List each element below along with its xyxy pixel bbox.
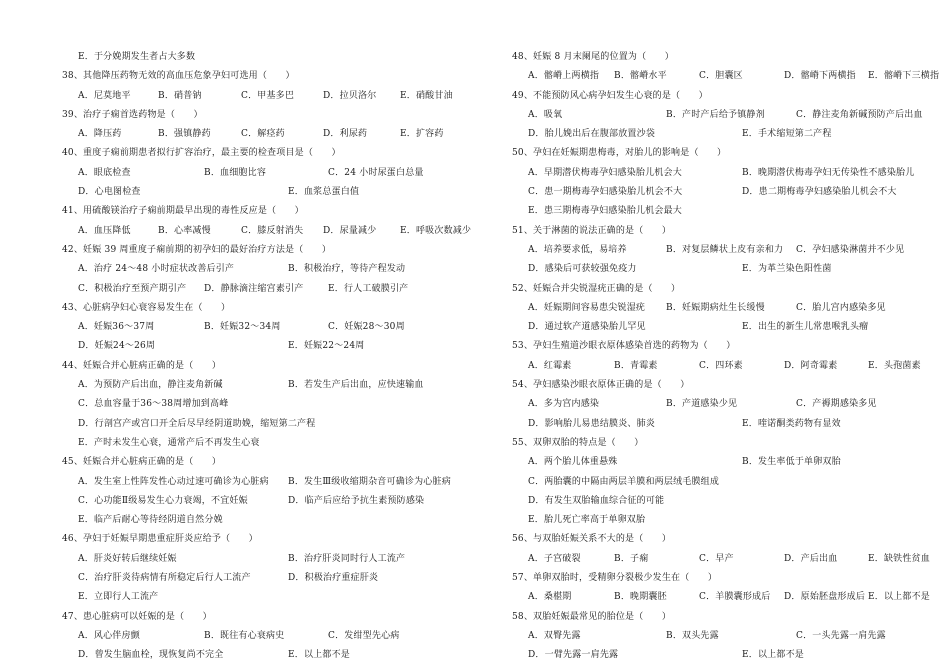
answer-options [62,260,477,279]
option-text: E．于分娩期发生者占大多数 [78,52,196,62]
answer-options [512,646,932,665]
answer-options [62,646,477,665]
left-column [62,48,477,666]
answer-options [62,588,477,607]
question-stem [62,357,477,376]
question-text: 43、心脏病孕妇心衰容易发生在（ ） [62,302,231,313]
question-text: 38、其他降压药物无效的高血压危象孕妇可选用（ ） [62,71,295,82]
answer-options [62,183,477,202]
option-text: B．血细胞比容 [204,167,267,178]
answer-options [62,627,477,646]
option-text: A．降压药 [78,129,122,140]
question-text: 44、妊娠合并心脏病正确的是（ ） [62,360,222,371]
answer-options [62,434,477,453]
option-text: A．多为宫内感染 [528,399,600,410]
question-stem [62,106,477,125]
question-text: 42、妊娠 39 周重度子痫前期的初孕妇的最好治疗方法是（ ） [62,244,332,255]
question-text: 47、患心脏病可以妊娠的是（ ） [62,611,212,622]
answer-options [512,318,932,337]
option-text: D．通过软产道感染胎儿罕见 [528,322,646,333]
option-text: B．心率减慢 [158,225,211,236]
option-text: B．子痫 [614,553,649,564]
answer-options [62,415,477,434]
answer-options [512,588,932,607]
answer-options [62,48,477,67]
option-text: C．解痉药 [241,129,285,140]
answer-options [62,550,477,569]
option-text: B．发生率低于单卵双胎 [742,457,841,468]
answer-options [512,106,932,125]
option-text: A．妊娠36～37周 [78,322,155,333]
question-stem [512,337,932,356]
option-text: A．桑椹期 [528,592,572,603]
answer-options [512,492,932,511]
option-text: A．血压降低 [78,225,131,236]
question-stem [512,376,932,395]
option-text: D．患二期梅毒孕妇感染胎儿机会不大 [742,187,897,198]
question-text: 49、不能预防风心病孕妇发生心衰的是（ ） [512,90,708,101]
option-text: C．治疗肝炎待病情有所稳定后行人工流产 [78,573,251,584]
question-text: 57、单卵双胎时，受精卵分裂极少发生在（ ） [512,573,718,584]
question-text: 56、与双胎妊娠关系不大的是（ ） [512,534,672,545]
option-text: C．积极治疗至预产期引产 [78,283,187,294]
option-text: D．一臂先露一肩先露 [528,650,619,661]
answer-options [62,318,477,337]
option-text: B．晚期囊胚 [614,592,667,603]
answer-options [512,125,932,144]
option-text: E．行人工破膜引产 [328,283,409,294]
option-text: C．产褥期感染多见 [796,399,877,410]
option-text: B．既往有心衰病史 [204,630,285,641]
question-text: 53、孕妇生殖道沙眼衣原体感染首选的药物为（ ） [512,341,736,352]
answer-options [62,222,477,241]
option-text: E．呼吸次数减少 [400,225,472,236]
option-text: E．喹诺酮类药物有显效 [742,418,841,429]
option-text: C．膝反射消失 [241,225,304,236]
answer-options [512,183,932,202]
option-text: D．感染后可获较强免疫力 [528,264,637,275]
answer-options [62,337,477,356]
question-text: 52、妊娠合并尖锐湿疣正确的是（ ） [512,283,681,294]
question-stem [62,67,477,86]
answer-options [62,395,477,414]
option-text: B．髂嵴水平 [614,71,667,82]
option-text: C．静注麦角新碱预防产后出血 [796,109,923,120]
option-text: D．行剖宫产或宫口开全后尽早经阴道助娩，缩短第二产程 [78,418,316,429]
option-text: A．培养要求低，易培养 [528,244,627,255]
question-stem [512,222,932,241]
answer-options [512,550,932,569]
option-text: E．血浆总蛋白值 [288,187,360,198]
answer-options [62,125,477,144]
option-text: A．眼底检查 [78,167,131,178]
answer-options [62,511,477,530]
answer-options [62,376,477,395]
option-text: D．阿奇霉素 [784,360,838,371]
question-stem [62,202,477,221]
option-text: D．拉贝洛尔 [323,90,377,101]
option-text: D．尿量减少 [323,225,377,236]
answer-options [512,473,932,492]
option-text: C．心功能Ⅱ级易发生心力衰竭，不宜妊娠 [78,495,248,506]
option-text: C．羊膜囊形成后 [699,592,771,603]
answer-options [512,415,932,434]
answer-options [62,280,477,299]
option-text: C．甲基多巴 [241,90,295,101]
option-text: E．头孢菌素 [868,360,921,371]
option-text: A．红霉素 [528,360,572,371]
option-text: E．手术缩短第二产程 [742,129,832,140]
option-text: B．双头先露 [666,630,719,641]
option-text: B．积极治疗，等待产程发动 [288,264,406,275]
answer-options [62,492,477,511]
option-text: B．妊娠期病灶生长缓慢 [666,302,765,313]
option-text: B．硝普钠 [158,90,202,101]
option-text: C．总血容量于36～38周增加到高峰 [78,399,229,410]
option-text: A．风心伴房颤 [78,630,140,641]
question-stem [512,530,932,549]
option-text: E．立即行人工流产 [78,592,159,603]
option-text: B．对复层鳞状上皮有亲和力 [666,244,784,255]
question-text: 55、双卵双胎的特点是（ ） [512,437,644,448]
option-text: D．静脉滴注缩宫素引产 [204,283,304,294]
option-text: A．子宫破裂 [528,553,581,564]
answer-options [512,260,932,279]
option-text: D．心电图检查 [78,187,141,198]
option-text: B．妊娠32～34周 [204,322,281,333]
question-text: 51、关于淋菌的说法正确的是（ ） [512,225,672,236]
option-text: C．两胎囊的中隔由两层羊膜和两层绒毛膜组成 [528,476,720,487]
option-text: A．双臀先露 [528,630,581,641]
option-text: B．强镇静药 [158,129,211,140]
answer-options [512,627,932,646]
option-text: E．临产后耐心等待经阴道自然分娩 [78,515,223,526]
option-text: C．患一期梅毒孕妇感染胎儿机会不大 [528,187,683,198]
option-text: E．胎儿死亡率高于单卵双胎 [528,515,646,526]
answer-options [512,241,932,260]
answer-options [512,202,932,221]
option-text: D．有发生双胎输血综合征的可能 [528,495,665,506]
option-text: E．妊娠22～24周 [288,341,365,352]
option-text: D．临产后应给予抗生素预防感染 [288,495,425,506]
question-text: 41、用硫酸镁治疗子痫前期最早出现的毒性反应是（ ） [62,206,304,217]
option-text: D．产后出血 [784,553,838,564]
question-stem [62,530,477,549]
answer-options [512,299,932,318]
answer-options [512,511,932,530]
option-text: C．四环素 [699,360,743,371]
option-text: A．早期潜伏梅毒孕妇感染胎儿机会大 [528,167,682,178]
question-stem [62,299,477,318]
option-text: B．治疗肝炎同时行人工流产 [288,553,406,564]
answer-options [512,67,940,86]
question-stem [512,87,932,106]
option-text: A．吸氧 [528,109,563,120]
option-text: B．发生Ⅲ级收缩期杂音可确诊为心脏病 [288,476,451,487]
question-stem [512,434,932,453]
question-text: 40、重度子痫前期患者拟行扩容治疗，最主要的检查项目是（ ） [62,148,341,159]
question-text: 48、妊娠 8 月末阑尾的位置为（ ） [512,52,674,62]
option-text: D．原始胚盘形成后 [784,592,866,603]
option-text: E．硝酸甘油 [400,90,453,101]
option-text: B．产时产后给予镇静剂 [666,109,765,120]
question-stem [62,144,477,163]
answer-options [62,164,477,183]
option-text: A．治疗 24～48 小时症状改善后引产 [78,264,235,275]
option-text: A．肝炎好转后继续妊娠 [78,553,177,564]
option-text: B．青霉素 [614,360,658,371]
option-text: E．以上都不是 [868,592,930,603]
option-text: B．产道感染少见 [666,399,738,410]
option-text: D．积极治疗重症肝炎 [288,573,379,584]
option-text: E．为革兰染色阳性菌 [742,264,832,275]
question-text: 50、孕妇在妊娠期患梅毒，对胎儿的影响是（ ） [512,148,727,159]
option-text: E．患三期梅毒孕妇感染胎儿机会最大 [528,206,682,217]
option-text: D．曾发生脑血栓，现恢复尚不完全 [78,650,224,661]
option-text: E．以上都不是 [288,650,350,661]
option-text: A．妊娠期间容易患尖锐湿疣 [528,302,646,313]
question-stem [62,453,477,472]
answer-options [62,569,477,588]
question-stem [512,144,932,163]
answer-options [512,395,932,414]
answer-options [62,473,477,492]
option-text: C．一头先露一肩先露 [796,630,886,641]
question-text: 46、孕妇于妊娠早期患重症肝炎应给予（ ） [62,534,258,545]
option-text: D．胎儿娩出后在腹部放置沙袋 [528,129,656,140]
option-text: D．影响胎儿易患结膜炎、肺炎 [528,418,656,429]
option-text: E．缺铁性贫血 [868,553,930,564]
option-text: C．孕妇感染淋菌并不少见 [796,244,905,255]
option-text: D．髂嵴下两横指 [784,71,856,82]
question-stem [62,608,477,627]
question-text: 45、妊娠合并心脏病正确的是（ ） [62,457,222,468]
option-text: C．胆囊区 [699,71,743,82]
option-text: A．为预防产后出血，静注麦角新碱 [78,380,223,391]
answer-options [62,87,477,106]
question-stem [512,280,932,299]
option-text: A．发生室上性阵发性心动过速可确诊为心脏病 [78,476,269,487]
answer-options [512,453,932,472]
option-text: A．两个胎儿体重悬殊 [528,457,618,468]
answer-options [512,164,932,183]
option-text: A．髂嵴上两横指 [528,71,600,82]
option-text: C．胎儿宫内感染多见 [796,302,886,313]
option-text: C．24 小时尿蛋白总量 [328,167,424,178]
question-text: 39、治疗子痫首选药物是（ ） [62,109,203,120]
question-text: 58、双胎妊娠最常见的胎位是（ ） [512,611,672,622]
option-text: D．利尿药 [323,129,368,140]
question-stem [512,569,932,588]
answer-options [512,357,932,376]
option-text: A．尼莫地平 [78,90,131,101]
option-text: E．以上都不是 [742,650,804,661]
question-stem [512,48,932,67]
question-stem [512,608,932,627]
question-stem [62,241,477,260]
option-text: E．扩容药 [400,129,444,140]
option-text: C．妊娠28～30周 [328,322,405,333]
right-column [512,48,940,666]
option-text: B．若发生产后出血，应快速输血 [288,380,424,391]
option-text: C．发绀型先心病 [328,630,400,641]
option-text: B．晚期潜伏梅毒孕妇无传染性不感染胎儿 [742,167,915,178]
option-text: C．早产 [699,553,734,564]
option-text: E．出生的新生儿常患喉乳头瘤 [742,322,869,333]
option-text: E．产时未发生心衰，通常产后不再发生心衰 [78,437,260,448]
option-text: E．髂嵴下三横指 [868,71,940,82]
option-text: D．妊娠24～26周 [78,341,156,352]
question-text: 54、孕妇感染沙眼衣原体正确的是（ ） [512,380,690,391]
